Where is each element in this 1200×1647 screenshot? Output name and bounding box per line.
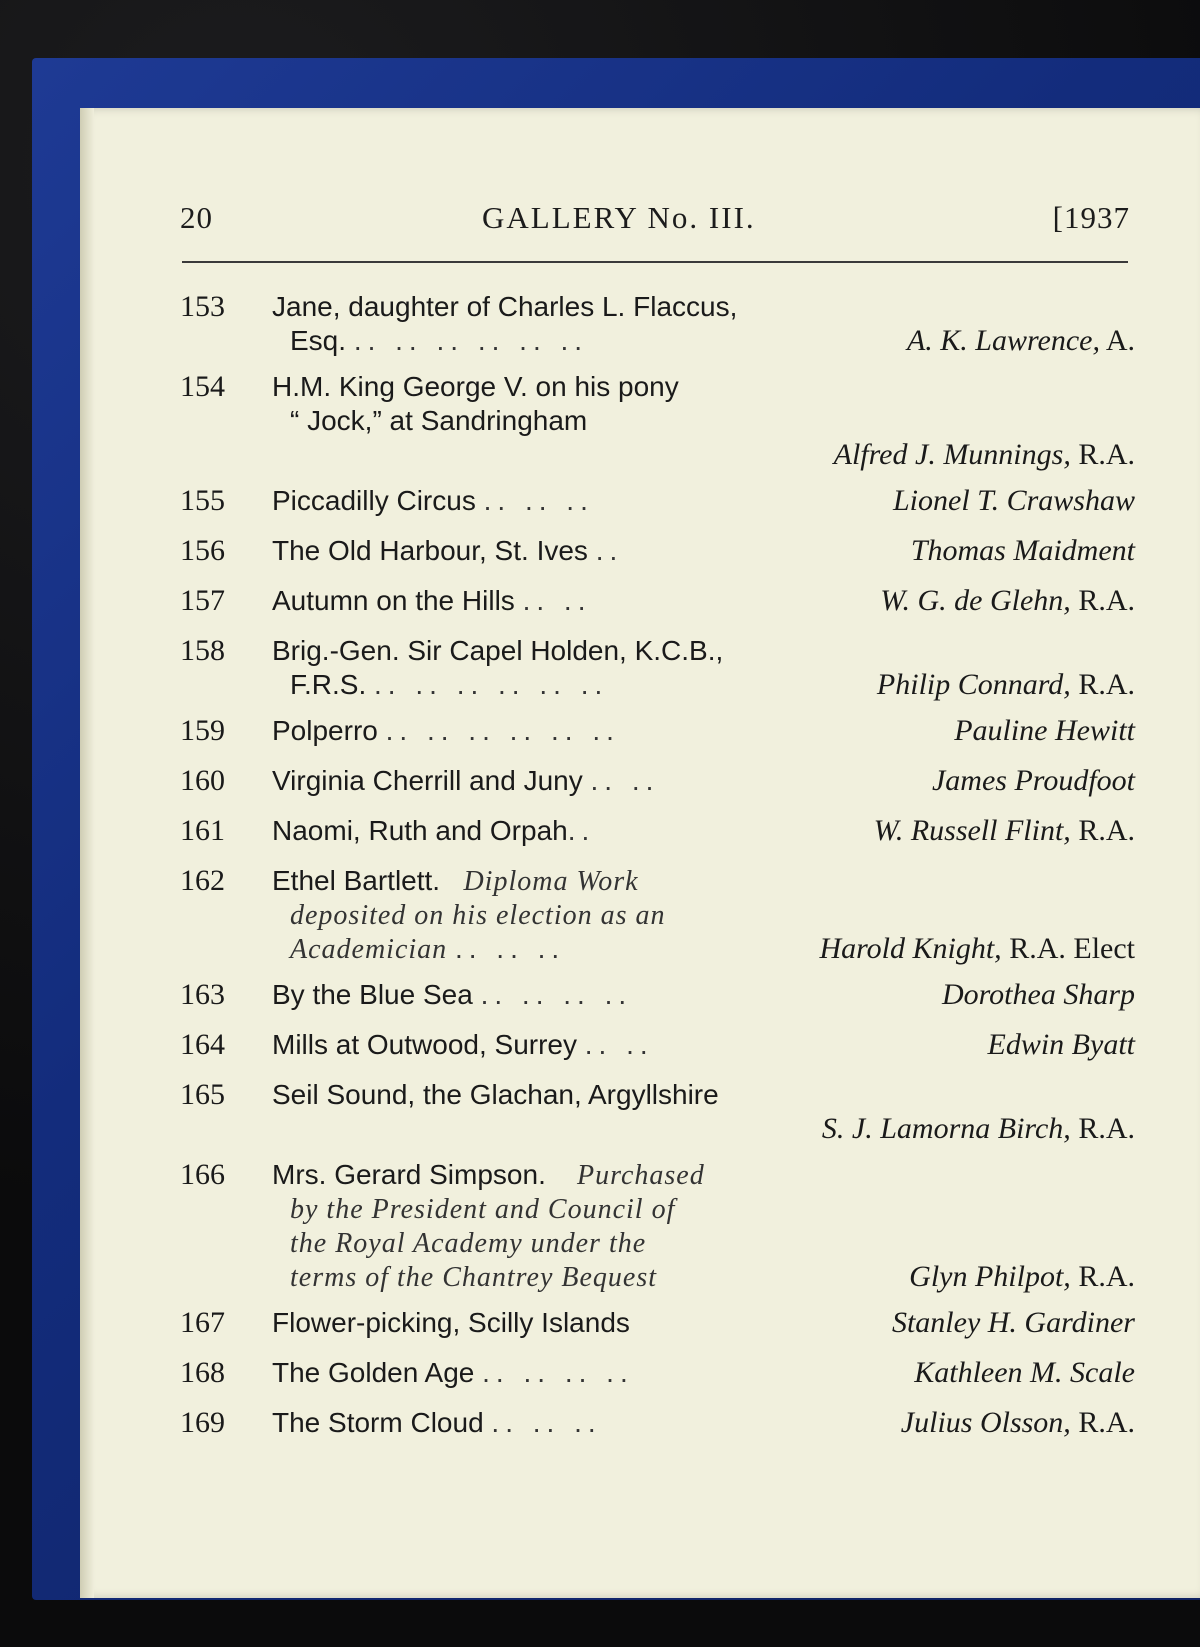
artist-name: Dorothea Sharp	[941, 978, 1135, 1011]
entry-number: 158	[180, 634, 225, 667]
entry-artist	[901, 1406, 1135, 1440]
artist-name: A. K. Lawrence,	[906, 324, 1100, 357]
leader-dots: .. .. ..	[491, 1407, 602, 1438]
artist-name: S. J. Lamorna Birch,	[821, 1112, 1071, 1145]
entry-note: terms of the Chantrey Bequest	[290, 1262, 658, 1293]
entry-artist	[911, 534, 1135, 568]
catalogue-entry	[180, 584, 1135, 622]
header-rule	[182, 261, 1128, 263]
catalogue-entry	[180, 534, 1135, 572]
leader-dots: .. ..	[522, 585, 592, 616]
entry-artist	[914, 1356, 1135, 1390]
entry-number: 162	[180, 864, 225, 897]
artist-name: Stanley H. Gardiner	[891, 1306, 1135, 1339]
entry-number: 160	[180, 764, 225, 797]
artist-suffix: A.	[1099, 324, 1135, 357]
leader-dots: .. .. .. .. .. ..	[353, 325, 589, 356]
entry-title: Naomi, Ruth and Orpah	[272, 815, 568, 846]
entry-artist	[880, 584, 1135, 618]
leader-dots: .. .. .. ..	[482, 1357, 634, 1388]
page-year: [1937	[1052, 200, 1130, 235]
artist-name: Edwin Byatt	[987, 1028, 1135, 1061]
entry-title: By the Blue Sea	[272, 979, 473, 1010]
entry-note: the Royal Academy under the	[290, 1228, 647, 1259]
entry-artist	[834, 438, 1135, 472]
entry-title: Autumn on the Hills	[272, 585, 515, 616]
entry-number: 164	[180, 1028, 225, 1061]
entry-title: Ethel Bartlett.	[272, 865, 441, 896]
entry-title: Seil Sound, the Glachan, Argyllshire	[272, 1079, 719, 1110]
leader-dots: .. .. .. .. .. ..	[385, 715, 620, 746]
entry-artist	[907, 324, 1135, 358]
page-header	[100, 200, 1130, 250]
catalogue-entry	[180, 1306, 1135, 1344]
leader-dots: .. .. ..	[454, 933, 566, 964]
catalogue-entry	[180, 764, 1135, 802]
catalogue-entries	[180, 290, 1135, 1456]
entry-number: 163	[180, 978, 225, 1011]
artist-name: Kathleen M. Scale	[914, 1356, 1135, 1389]
entry-title-cont: Esq.	[290, 325, 347, 356]
artist-name: James Proudfoot	[931, 764, 1135, 797]
entry-artist	[819, 932, 1135, 966]
entry-title: Mills at Outwood, Surrey	[272, 1029, 577, 1060]
entry-artist	[893, 484, 1135, 518]
entry-artist	[874, 814, 1135, 848]
entry-title: Brig.-Gen. Sir Capel Holden, K.C.B.,	[272, 635, 724, 666]
catalogue-entry	[180, 370, 1135, 472]
entry-number: 157	[180, 584, 225, 617]
catalogue-entry	[180, 814, 1135, 852]
entry-artist	[877, 668, 1135, 702]
artist-name: Philip Connard,	[876, 668, 1071, 701]
catalogue-entry	[180, 290, 1135, 358]
entry-artist	[932, 764, 1135, 798]
entry-note: Diploma Work	[463, 866, 639, 897]
catalogue-entry	[180, 1406, 1135, 1444]
leader-dots: ..	[567, 815, 596, 846]
entry-artist	[954, 714, 1135, 748]
entry-title: The Old Harbour, St. Ives	[272, 535, 588, 566]
entry-artist	[942, 978, 1135, 1012]
artist-suffix: R.A.	[1070, 1112, 1135, 1145]
leader-dots: .. ..	[590, 765, 660, 796]
entry-number: 159	[180, 714, 225, 747]
entry-artist	[892, 1306, 1135, 1340]
entry-number: 167	[180, 1306, 225, 1339]
leader-dots: .. .. ..	[483, 485, 594, 516]
leader-dots: .. .. .. ..	[480, 979, 633, 1010]
entry-title: Piccadilly Circus	[272, 485, 476, 516]
catalogue-entry	[180, 864, 1135, 966]
leader-dots: ..	[595, 535, 624, 566]
page-gutter	[80, 108, 94, 1598]
artist-suffix: R.A.	[1070, 1406, 1135, 1439]
page-number: 20	[180, 200, 213, 235]
leader-dots: .. .. .. .. .. ..	[374, 669, 609, 700]
artist-suffix: R.A.	[1070, 584, 1135, 617]
entry-title: Jane, daughter of Charles L. Flaccus,	[272, 291, 738, 322]
catalogue-entry	[180, 634, 1135, 702]
entry-title-cont: “ Jock,” at Sandringham	[290, 405, 588, 436]
artist-name: Pauline Hewitt	[954, 714, 1135, 747]
entry-title: The Storm Cloud	[272, 1407, 484, 1438]
entry-number: 166	[180, 1158, 225, 1191]
catalogue-entry	[180, 1356, 1135, 1394]
entry-title: Mrs. Gerard Simpson.	[272, 1159, 546, 1190]
catalogue-entry	[180, 714, 1135, 752]
entry-number: 168	[180, 1356, 225, 1389]
catalogue-entry	[180, 484, 1135, 522]
artist-suffix: R.A.	[1070, 668, 1135, 701]
entry-artist	[909, 1260, 1135, 1294]
entry-number: 153	[180, 290, 225, 323]
entry-title: H.M. King George V. on his pony	[272, 371, 679, 402]
entry-title: The Golden Age	[272, 1357, 475, 1388]
entry-number: 156	[180, 534, 225, 567]
entry-number: 165	[180, 1078, 225, 1111]
page-title: GALLERY No. III.	[482, 200, 756, 235]
entry-number: 155	[180, 484, 225, 517]
catalogue-entry	[180, 1028, 1135, 1066]
artist-name: Harold Knight,	[819, 932, 1002, 965]
entry-number: 154	[180, 370, 225, 403]
artist-name: Alfred J. Munnings,	[833, 438, 1071, 471]
entry-artist	[988, 1028, 1135, 1062]
catalogue-entry	[180, 1158, 1135, 1294]
artist-name: Thomas Maidment	[910, 534, 1135, 567]
entry-artist	[822, 1112, 1135, 1146]
artist-suffix: R.A.	[1070, 814, 1135, 847]
artist-name: W. Russell Flint,	[873, 814, 1071, 847]
artist-name: Julius Olsson,	[900, 1406, 1071, 1439]
entry-note: by the President and Council of	[290, 1194, 676, 1225]
entry-number: 169	[180, 1406, 225, 1439]
artist-name: W. G. de Glehn,	[880, 584, 1071, 617]
entry-title: Virginia Cherrill and Juny	[272, 765, 583, 796]
artist-name: Glyn Philpot,	[909, 1260, 1071, 1293]
leader-dots: .. ..	[584, 1029, 654, 1060]
entry-note: Purchased	[576, 1160, 705, 1191]
catalogue-entry	[180, 1078, 1135, 1146]
entry-note: Academician	[290, 934, 448, 965]
catalogue-entry	[180, 978, 1135, 1016]
entry-title-cont: F.R.S.	[290, 669, 367, 700]
artist-suffix: R.A.	[1070, 438, 1135, 471]
artist-name: Lionel T. Crawshaw	[892, 484, 1135, 517]
artist-suffix: R.A. Elect	[1001, 932, 1135, 965]
artist-suffix: R.A.	[1070, 1260, 1135, 1293]
entry-title: Polperro	[272, 715, 378, 746]
entry-number: 161	[180, 814, 225, 847]
entry-note: deposited on his election as an	[290, 900, 666, 931]
entry-title: Flower-picking, Scilly Islands	[272, 1307, 630, 1338]
